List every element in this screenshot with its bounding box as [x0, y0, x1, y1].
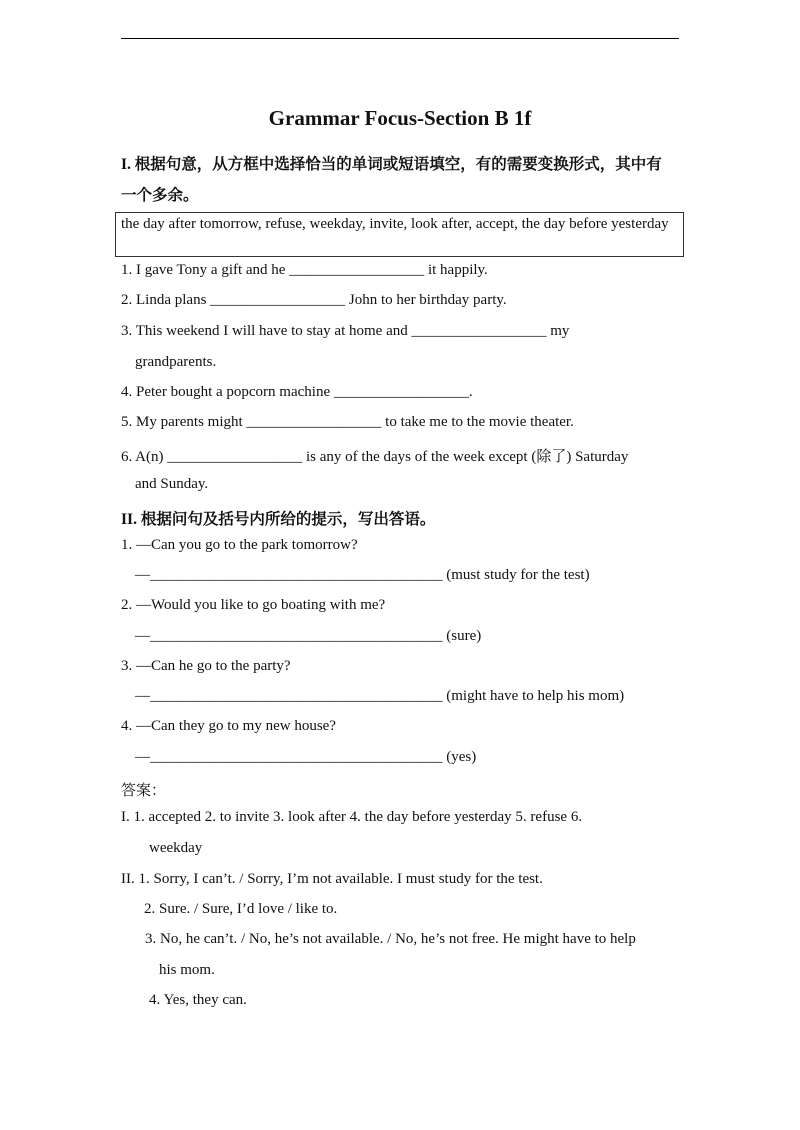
dialogue-4-question: 4. —Can they go to my new house?: [121, 718, 336, 734]
answers-line-7: 4. Yes, they can.: [149, 992, 247, 1008]
question-2: 2. Linda plans __________________ John to her birthday party.: [121, 292, 507, 308]
question-1: 1. I gave Tony a gift and he __________________ it happily.: [121, 262, 488, 278]
answers-line-3: II. 1. Sorry, I can’t. / Sorry, I’m not available. I must study for the test.: [121, 871, 543, 887]
dialogue-3-answer: —_______________________________________ (might have to help his mom): [135, 688, 625, 704]
dialogue-2-answer: —_______________________________________ (sure): [135, 628, 482, 644]
dialogue-3-question: 3. —Can he go to the party?: [121, 658, 291, 674]
question-4: 4. Peter bought a popcorn machine __________________.: [121, 384, 473, 400]
dialogue-2-question: 2. —Would you like to go boating with me?: [121, 597, 386, 613]
header-rule: [121, 38, 679, 39]
question-6-continuation: and Sunday.: [135, 476, 209, 492]
answers-label: 答案：: [121, 783, 167, 799]
answers-line-2: weekday: [149, 840, 203, 856]
answers-line-1: I. 1. accepted 2. to invite 3. look after 4. the day before yesterday 5. refuse 6.: [121, 809, 583, 825]
dialogue-4-answer: —_______________________________________ (yes): [135, 749, 477, 765]
question-6: 6. A(n) __________________ is any of the days of the week except (除了) Saturday: [121, 449, 629, 465]
question-3-continuation: grandparents.: [135, 354, 217, 370]
section1-instruction-line2: 一个多余。: [121, 187, 199, 204]
question-3: 3. This weekend I will have to stay at home and __________________ my: [121, 323, 570, 339]
section1-instruction-line1: I. 根据句意，从方框中选择恰当的单词或短语填空，有的需要变换形式，其中有: [121, 156, 662, 173]
page-title: Grammar Focus-Section B 1f: [268, 106, 532, 130]
dialogue-1-answer: —_______________________________________ (must study for the test): [135, 567, 590, 583]
question-5: 5. My parents might __________________ to take me to the movie theater.: [121, 414, 574, 430]
answers-line-6: his mom.: [159, 962, 215, 978]
dialogue-1-question: 1. —Can you go to the park tomorrow?: [121, 537, 358, 553]
word-box: the day after tomorrow, refuse, weekday, invite, look after, accept, the day before yesterday: [115, 212, 684, 257]
answers-line-4: 2. Sure. / Sure, I’d love / like to.: [144, 901, 338, 917]
section2-instruction: II. 根据问句及括号内所给的提示，写出答语。: [121, 511, 436, 528]
answers-line-5: 3. No, he can’t. / No, he’s not available. / No, he’s not free. He might have to help: [145, 931, 636, 947]
